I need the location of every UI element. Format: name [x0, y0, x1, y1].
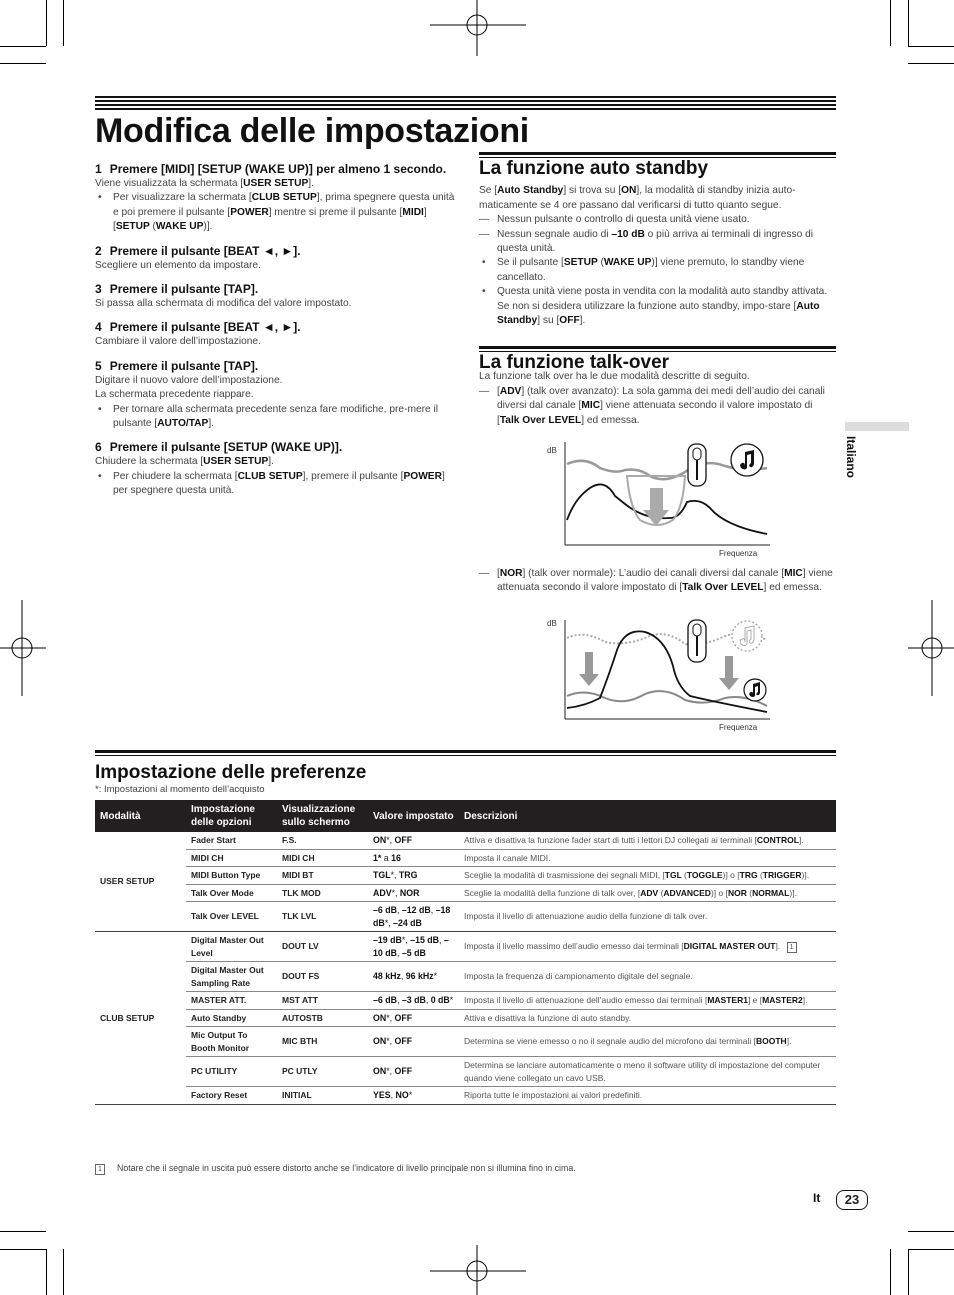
option-cell: Digital Master Out Sampling Rate — [186, 962, 277, 992]
description-cell: Sceglie la modalità della funzione di talk over, [ADV (ADVANCED)] o [NOR (NORMAL)]. — [459, 884, 836, 902]
column-header: Descrizioni — [459, 800, 836, 832]
talk-over-nor — [479, 567, 836, 596]
step-body: Chiudere la schermata [USER SETUP]. — [95, 456, 274, 468]
crop-mark — [908, 0, 909, 46]
option-cell: Fader Start — [186, 832, 277, 849]
column-header: Visualizzazione sullo schermo — [277, 800, 368, 832]
value-cell: YES, NO* — [368, 1087, 459, 1105]
display-cell: MIC BTH — [277, 1027, 368, 1057]
value-cell: ON*, OFF — [368, 832, 459, 849]
music-note-faded-icon — [732, 621, 762, 651]
step-body: Scegliere un elemento da impostare. — [95, 259, 261, 271]
talk-over-nor-graph — [545, 616, 775, 741]
column-header: Impostazione delle opzioni — [186, 800, 277, 832]
footnote-text: Notare che il segnale in uscita può essere distorto anche se l’indicatore di livello principale non si illumina fino in cima. — [117, 1163, 576, 1173]
steps-column — [95, 162, 455, 499]
table-row — [95, 867, 836, 885]
table-header-row — [95, 800, 836, 832]
crop-mark — [908, 63, 954, 64]
description-cell: Attiva e disattiva la funzione di auto standby. — [459, 1009, 836, 1027]
bullet-item: • Se il pulsante [SETUP (WAKE UP)] viene premuto, lo standby viene cancellato. — [479, 256, 836, 285]
crop-mark — [0, 46, 46, 47]
crop-mark — [63, 1249, 64, 1295]
table-row — [95, 1057, 836, 1087]
step-body: La schermata precedente riappare. — [95, 389, 254, 401]
dash-item: — Nessun segnale audio di –10 dB o più arriva ai terminali di ingresso di questa unità. — [479, 228, 836, 257]
display-cell: DOUT FS — [277, 962, 368, 992]
step-body: Cambiare il valore dell’impostazione. — [95, 336, 261, 348]
display-cell: MST ATT — [277, 992, 368, 1010]
dash-item-adv: — [ADV] (talk over avanzato): La sola gamma dei medi dell’audio dei canali diversi dal canale [MIC] viene attenuata secondo il valore impostato di [Talk Over LEVEL] ed emessa. — [479, 385, 836, 428]
crop-mark — [908, 46, 954, 47]
table-row — [95, 849, 836, 867]
graph-x-label: Frequenza — [719, 549, 758, 558]
bullet-item: • Questa unità viene posta in vendita con la modalità auto standby attivata. Se non si desidera utilizzare la funzione auto standby, impo-stare [Auto Standby] su [OFF]. — [479, 285, 836, 328]
option-cell: Auto Standby — [186, 1009, 277, 1027]
value-cell: –6 dB, –12 dB, –18 dB*, –24 dB — [368, 902, 459, 932]
value-cell: ON*, OFF — [368, 1009, 459, 1027]
language-tab — [845, 422, 909, 431]
talk-over-adv-graph — [545, 438, 775, 563]
registration-mark-left — [0, 600, 46, 696]
option-cell: Mic Output To Booth Monitor — [186, 1027, 277, 1057]
step-heading: 1 Premere [MIDI] [SETUP (WAKE UP)] per almeno 1 secondo. — [95, 162, 447, 176]
crop-mark — [0, 1249, 46, 1250]
description-cell: Imposta il livello di attenuazione dell’audio emesso dai terminali [MASTER1] e [MASTER2]. — [459, 992, 836, 1010]
option-cell: MIDI Button Type — [186, 867, 277, 885]
value-cell: ON*, OFF — [368, 1057, 459, 1087]
step-heading: 6 Premere il pulsante [SETUP (WAKE UP)]. — [95, 440, 343, 455]
value-cell: 1* a 16 — [368, 849, 459, 867]
microphone-icon — [688, 620, 706, 662]
step-heading: 5 Premere il pulsante [TAP]. — [95, 358, 259, 373]
display-cell: DOUT LV — [277, 932, 368, 962]
section-rule — [95, 750, 836, 753]
table-row — [95, 832, 836, 849]
description-cell: Sceglie la modalità di trasmissione dei segnali MIDI, [TGL (TOGGLE)] o [TRG (TRIGGER)]. — [459, 867, 836, 885]
option-cell: MIDI CH — [186, 849, 277, 867]
description-cell: Imposta il canale MIDI. — [459, 849, 836, 867]
description-cell: Imposta il livello di attenuazione audio della funzione di talk over. — [459, 902, 836, 932]
table-row — [95, 962, 836, 992]
display-cell: MIDI CH — [277, 849, 368, 867]
registration-mark-right — [908, 600, 954, 696]
section-rule — [95, 755, 836, 756]
crop-mark — [890, 1249, 891, 1295]
footnote-mark: 1 — [95, 1164, 105, 1175]
crop-mark — [63, 0, 64, 46]
display-cell: AUTOSTB — [277, 1009, 368, 1027]
value-cell: –19 dB*, –15 dB, –10 dB, –5 dB — [368, 932, 459, 962]
table-row — [95, 884, 836, 902]
step-heading: 2 Premere il pulsante [BEAT ◄, ►]. — [95, 243, 301, 258]
mode-cell: CLUB SETUP — [95, 932, 186, 1105]
step-body: Si passa alla schermata di modifica del valore impostato. — [95, 298, 352, 310]
paragraph: Se [Auto Standby] si trova su [ON], la modalità di standby inizia auto-maticamente se 4 ore passano dal verificarsi di tutto quanto segue. — [479, 185, 796, 211]
section-rule — [479, 152, 836, 155]
page-number: 23 — [836, 1190, 868, 1210]
table-row — [95, 992, 836, 1010]
value-cell: TGL*, TRG — [368, 867, 459, 885]
option-cell: PC UTILITY — [186, 1057, 277, 1087]
graph-y-label: dB — [547, 619, 557, 628]
description-cell: Imposta la frequenza di campionamento digitale del segnale. — [459, 962, 836, 992]
crop-mark — [0, 1231, 46, 1232]
title-rule — [95, 96, 836, 112]
preferences-table — [95, 800, 836, 1105]
table-row — [95, 1009, 836, 1027]
step-bullet: • Per chiudere la schermata [CLUB SETUP], premere il pulsante [POWER] per spegnere questa unità. — [95, 470, 455, 499]
paragraph: La funzione talk over ha le due modalità descritte di seguito. — [479, 371, 750, 383]
step-body: Viene visualizzata la schermata [USER SETUP]. — [95, 178, 314, 189]
crop-mark — [46, 1249, 47, 1295]
music-note-icon — [744, 679, 766, 701]
registration-mark-bottom — [430, 1245, 526, 1295]
registration-mark-top — [430, 0, 526, 60]
description-cell: Determina se viene emesso o no il segnale audio del microfono dai terminali [BOOTH]. — [459, 1027, 836, 1057]
display-cell: TLK MOD — [277, 884, 368, 902]
display-cell: INITIAL — [277, 1087, 368, 1105]
table-row — [95, 932, 836, 962]
table-row — [95, 1027, 836, 1057]
column-header: Modalità — [95, 800, 186, 832]
step-heading: 4 Premere il pulsante [BEAT ◄, ►]. — [95, 320, 301, 335]
section-rule — [479, 346, 836, 349]
column-header: Valore impostato — [368, 800, 459, 832]
option-cell: MASTER ATT. — [186, 992, 277, 1010]
microphone-icon — [688, 444, 706, 486]
value-cell: ON*, OFF — [368, 1027, 459, 1057]
description-cell: Imposta il livello massimo dell’audio emesso dai terminali [DIGITAL MASTER OUT]. 1 — [459, 932, 836, 962]
language-label: Italiano — [844, 436, 858, 479]
step-bullet: • Per visualizzare la schermata [CLUB SETUP], prima spegnere questa unità e poi premere il pulsante [POWER] mentre si preme il pulsante [MIDI] [SETUP (WAKE UP)]. — [95, 191, 455, 234]
crop-mark — [908, 1249, 909, 1295]
talk-over-section — [479, 352, 836, 428]
auto-standby-section — [479, 158, 836, 328]
step-body: Digitare il nuovo valore dell’impostazione. — [95, 374, 283, 386]
section-title: Impostazione delle preferenze — [95, 762, 367, 783]
table-row — [95, 1087, 836, 1105]
music-note-icon — [731, 444, 763, 476]
description-cell: Attiva e disattiva la funzione fader start di tutti i lettori DJ collegati ai terminali [CONTROL]. — [459, 832, 836, 849]
value-cell: –6 dB, –3 dB, 0 dB* — [368, 992, 459, 1010]
description-cell: Determina se lanciare automaticamente o meno il software utility di impostazione del computer quando viene collegato un cavo USB. — [459, 1057, 836, 1087]
display-cell: MIDI BT — [277, 867, 368, 885]
page-title: Modifica delle impostazioni — [95, 112, 529, 150]
crop-mark — [890, 0, 891, 46]
table-body — [95, 832, 836, 1104]
dash-item: — Nessun pulsante o controllo di questa unità viene usato. — [479, 213, 836, 227]
table-row — [95, 902, 836, 932]
mode-cell: USER SETUP — [95, 832, 186, 932]
value-cell: ADV*, NOR — [368, 884, 459, 902]
option-cell: Digital Master Out Level — [186, 932, 277, 962]
crop-mark — [908, 1249, 954, 1250]
display-cell: PC UTLY — [277, 1057, 368, 1087]
step-bullet: • Per tornare alla schermata precedente senza fare modifiche, pre-mere il pulsante [AUTO/TAP]. — [95, 403, 455, 432]
option-cell: Factory Reset — [186, 1087, 277, 1105]
crop-mark — [0, 63, 46, 64]
display-cell: TLK LVL — [277, 902, 368, 932]
graph-y-label: dB — [547, 446, 557, 455]
option-cell: Talk Over LEVEL — [186, 902, 277, 932]
footnote — [95, 1163, 576, 1175]
page-language: It — [813, 1191, 821, 1205]
option-cell: Talk Over Mode — [186, 884, 277, 902]
graph-x-label: Frequenza — [719, 723, 758, 732]
crop-mark — [46, 0, 47, 46]
description-cell: Riporta tutte le impostazioni ai valori predefiniti. — [459, 1087, 836, 1105]
section-title: La funzione auto standby — [479, 158, 709, 179]
display-cell: F.S. — [277, 832, 368, 849]
section-title: La funzione talk-over — [479, 352, 670, 373]
dash-item-nor: — [NOR] (talk over normale): L’audio dei canali diversi dal canale [MIC] viene attenuata secondo il valore impostato di [Talk Over LEVEL] ed emessa. — [479, 567, 836, 596]
crop-mark — [908, 1231, 954, 1232]
value-cell: 48 kHz, 96 kHz* — [368, 962, 459, 992]
step-heading: 3 Premere il pulsante [TAP]. — [95, 282, 259, 297]
defaults-note: *: Impostazioni al momento dell’acquisto — [95, 784, 265, 795]
